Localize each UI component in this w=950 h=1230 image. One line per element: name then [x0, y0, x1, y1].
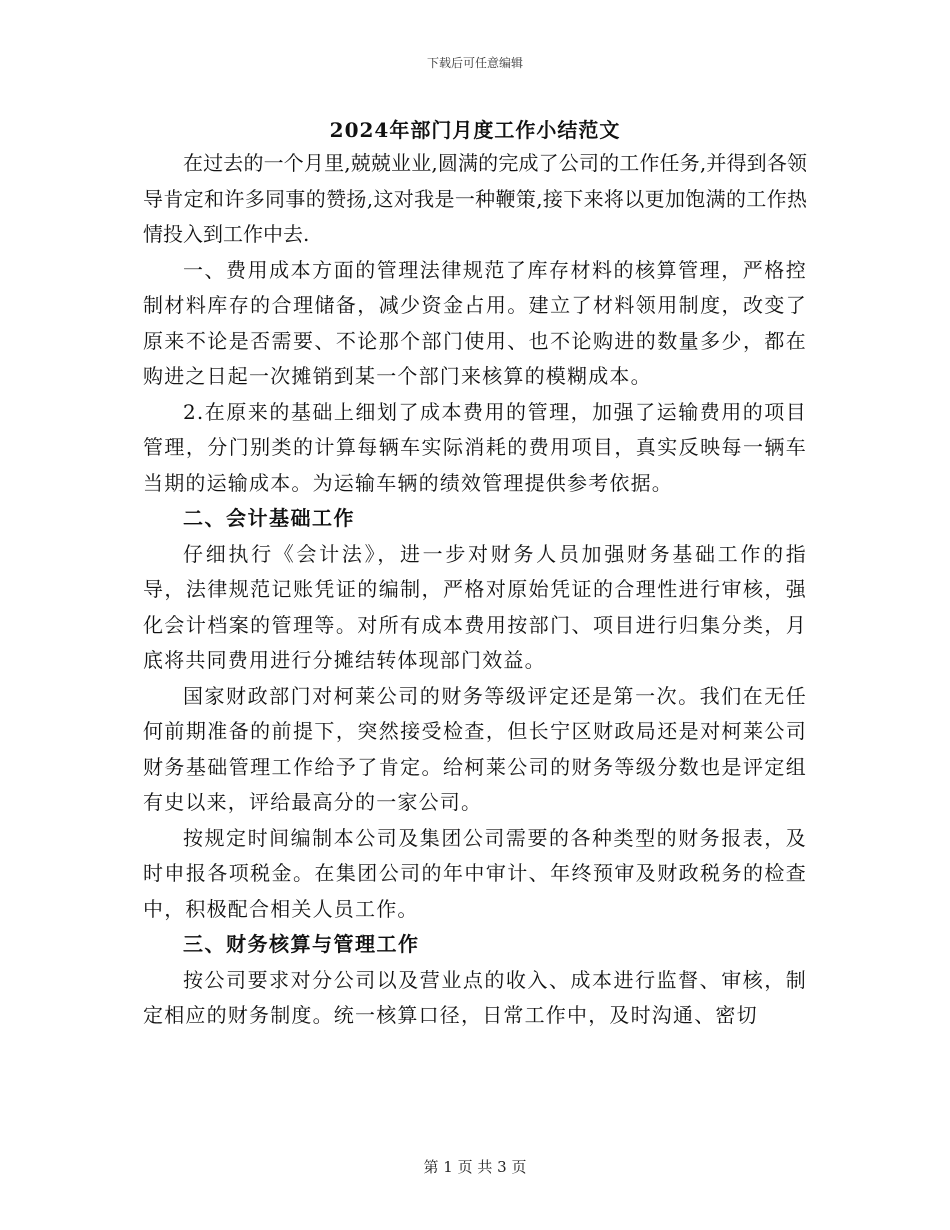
section-heading-accounting-basics: 二、会计基础工作: [183, 506, 355, 530]
paragraph-intro: 在过去的一个月里,兢兢业业,圆满的完成了公司的工作任务,并得到各领导肯定和许多同事的赞扬,这对我是一种鞭策,接下来将以更加饱满的工作热情投入到工作中去.: [143, 151, 807, 246]
document-body: [143, 146, 807, 1034]
paragraph-cost-management: 一、费用成本方面的管理法律规范了库存材料的核算管理，严格控制材料库存的合理储备，减少资金占用。建立了材料领用制度，改变了原来不论是否需要、不论那个部门使用、也不论购进的数量多少，都在购进之日起一次摊销到某一个部门来核算的模糊成本。: [143, 257, 807, 388]
paragraph-accounting-law: 仔细执行《会计法》，进一步对财务人员加强财务基础工作的指导，法律规范记账凭证的编制，严格对原始凭证的合理性进行审核，强化会计档案的管理等。对所有成本费用按部门、项目进行归集分类，月底将共同费用进行分摊结转体现部门效益。: [143, 541, 807, 672]
header-note: 下载后可任意编辑: [426, 56, 523, 70]
section-heading-financial-accounting: 三、财务核算与管理工作: [183, 932, 420, 956]
paragraph-finance-rating: 国家财政部门对柯莱公司的财务等级评定还是第一次。我们在无任何前期准备的前提下，突然接受检查，但长宁区财政局还是对柯莱公司财务基础管理工作给予了肯定。给柯莱公司的财务等级分数也是评定组有史以来，评给最高分的一家公司。: [143, 683, 807, 814]
paragraph-transport-cost: 2.在原来的基础上细划了成本费用的管理，加强了运输费用的项目管理，分门别类的计算每辆车实际消耗的费用项目，真实反映每一辆车当期的运输成本。为运输车辆的绩效管理提供参考依据。: [143, 399, 807, 495]
paragraph-financial-reports: 按规定时间编制本公司及集团公司需要的各种类型的财务报表，及时申报各项税金。在集团公司的年中审计、年终预审及财政税务的检查中，积极配合相关人员工作。: [143, 825, 807, 921]
page-number-footer: 第 1 页 共 3 页: [423, 1158, 527, 1176]
document-title: 2024年部门月度工作小结范文: [329, 118, 621, 142]
paragraph-branch-supervision: 按公司要求对分公司以及营业点的收入、成本进行监督、审核，制定相应的财务制度。统一核算口径，日常工作中，及时沟通、密切: [143, 967, 807, 1027]
